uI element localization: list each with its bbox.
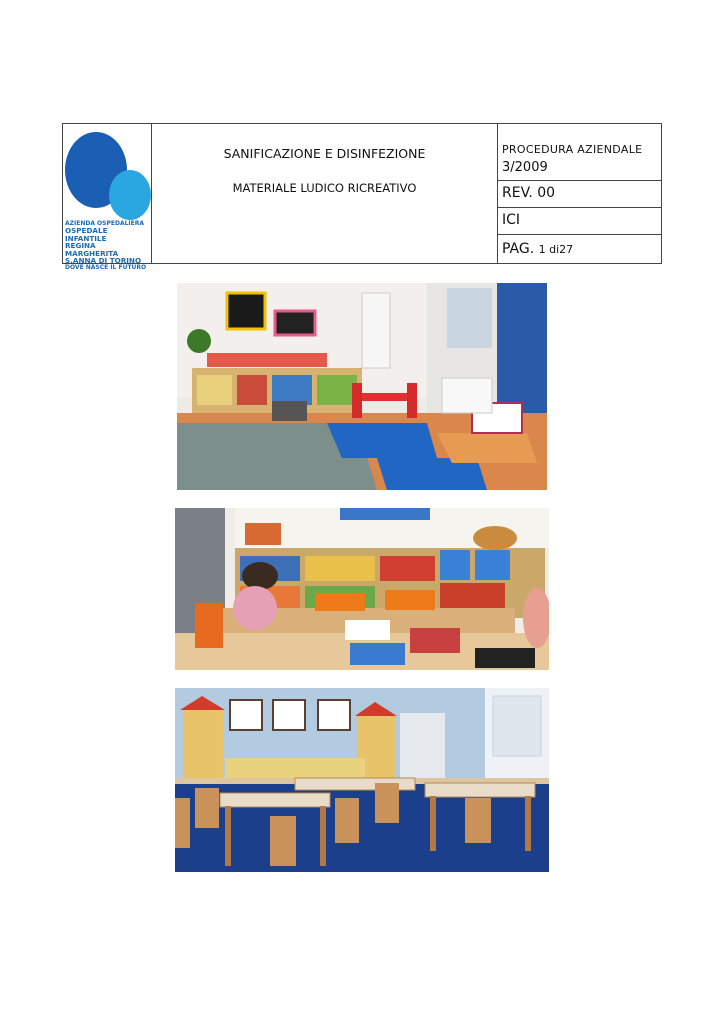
- procedure-label: PROCEDURA AZIENDALE: [502, 143, 643, 156]
- page-prefix: PAG.: [502, 241, 535, 257]
- logo-caption: [65, 220, 151, 272]
- title-cell: [152, 124, 498, 263]
- logo-line-1: AZIENDA OSPEDALIERA: [65, 220, 145, 227]
- children-puzzle-photo: [175, 508, 549, 670]
- document-subtitle: MATERIALE LUDICO RICREATIVO: [232, 181, 417, 195]
- page-value: 1 di27: [538, 243, 574, 256]
- hospital-logo-balloons-icon: [63, 124, 151, 220]
- revision-row: [498, 181, 661, 208]
- procedure-number: 3/2009: [502, 160, 548, 175]
- code-value: ICI: [502, 212, 521, 228]
- code-row: [498, 208, 661, 235]
- logo-line-2: OSPEDALE INFANTILE: [65, 226, 108, 243]
- procedure-row: [498, 124, 661, 181]
- logo-line-5: DOVE NASCE IL FUTURO: [65, 264, 147, 272]
- playroom-photo: [177, 283, 547, 490]
- info-cell: [498, 124, 661, 263]
- document-title: SANIFICAZIONE E DISINFEZIONE: [223, 146, 426, 161]
- page-row: [498, 235, 661, 263]
- logo-cell: [63, 124, 152, 272]
- document-header-table: [62, 123, 662, 272]
- logo-line-3: REGINA MARGHERITA: [65, 241, 119, 258]
- classroom-photo: [175, 688, 549, 872]
- logo-line-4: S.ANNA DI TORINO: [65, 256, 142, 266]
- revision-value: REV. 00: [502, 185, 556, 201]
